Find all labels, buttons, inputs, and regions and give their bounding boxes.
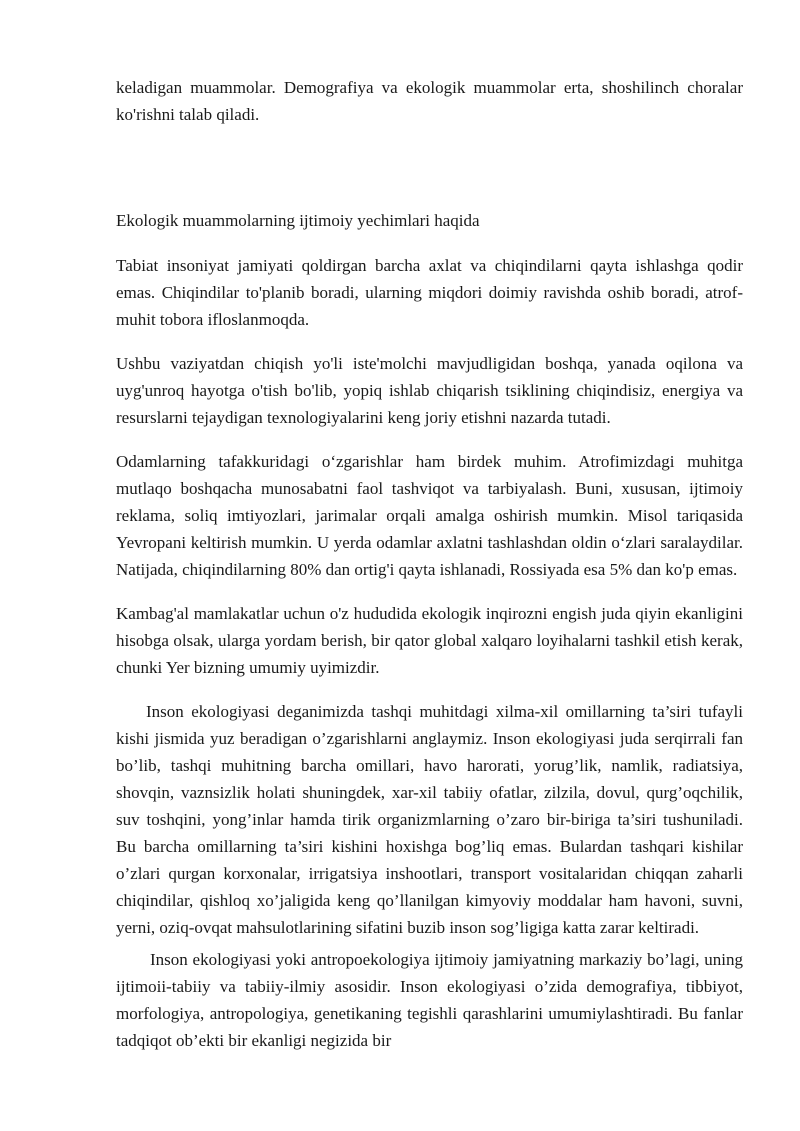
section-heading: Ekologik muammolarning ijtimoiy yechimlari haqida bbox=[116, 211, 480, 230]
paragraph: Inson ekologiyasi deganimizda tashqi muhitdagi xilma-xil omillarning ta’siri tufayli kishi jismida yuz beradigan o’zgarishlarni anglaymiz. Inson ekologiyasi juda serqirrali fan bo’lib, tashqi muhitning barcha omillari, havo harorati, yorug’lik, namlik, radiatsiya, shovqin, vaznsizlik holati shuningdek, xar-xil tabiiy ofatlar, zilzila, dovul, qurg’oqchilik, suv toshqini, yong’inlar hamda tirik organizmlarning o’zaro bir-biriga ta’siri tushuniladi. Bu barcha omillarning ta’siri kishini hoxishga bog’liq emas. Bulardan tashqari kishilar o’zlari qurgan korxonalar, irrigatsiya inshootlari, transport vositalaridan chiqqan zaharli chiqindilar, qishloq xo’jaligida keng qo’llanilgan kimyoviy moddalar ham havoni, suvni, yerni, oziq-ovqat mahsulotlarining sifatini buzib inson sog’ligiga katta zarar keltiradi. bbox=[116, 702, 743, 937]
paragraph: Ushbu vaziyatdan chiqish yo'li iste'molchi mavjudligidan boshqa, yanada oqilona va uyg'unroq hayotga o'tish bo'lib, yopiq ishlab chiqarish tsiklining chiqindisiz, energiya va resurslarni tejaydigan texnologiyalarini keng joriy etishni nazarda tutadi. bbox=[116, 354, 743, 427]
continuation-paragraph: keladigan muammolar. Demografiya va ekologik muammolar erta, shoshilinch choralar ko'rishni talab qiladi. bbox=[116, 78, 743, 124]
document-body bbox=[116, 74, 743, 1054]
paragraph: Kambag'al mamlakatlar uchun o'z hududida ekologik inqirozni engish juda qiyin ekanligini hisobga olsak, ularga yordam berish, bir qator global xalqaro loyihalarni tashkil etish kerak, chunki Yer bizning umumiy uyimizdir. bbox=[116, 604, 743, 677]
paragraph: Tabiat insoniyat jamiyati qoldirgan barcha axlat va chiqindilarni qayta ishlashga qodir emas. Chiqindilar to'planib boradi, ularning miqdori doimiy ravishda oshib boradi, atrof-muhit tobora ifloslanmoqda. bbox=[116, 256, 743, 329]
paragraph: Odamlarning tafakkuridagi o‘zgarishlar ham birdek muhim. Atrofimizdagi muhitga mutlaqo boshqacha munosabatni faol tashviqot va tarbiyalash. Buni, xususan, ijtimoiy reklama, soliq imtiyozlari, jarimalar orqali amalga oshirish mumkin. Misol tariqasida Yevropani keltirish mumkin. U yerda odamlar axlatni tashlashdan oldin o‘zlari saralaydilar. Natijada, chiqindilarning 80% dan ortig'i qayta ishlanadi, Rossiyada esa 5% dan ko'p emas. bbox=[116, 452, 743, 579]
paragraph: Inson ekologiyasi yoki antropoekologiya ijtimoiy jamiyatning markaziy bo’lagi, uning ijtimoii-tabiiy va tabiiy-ilmiy asosidir. Inson ekologiyasi o’zida demografiya, tibbiyot, morfologiya, antropologiya, genetikaning tegishli qarashlarini umumiylashtiradi. Bu fanlar tadqiqot ob’ekti bir ekanligi negizida bir bbox=[116, 950, 743, 1050]
